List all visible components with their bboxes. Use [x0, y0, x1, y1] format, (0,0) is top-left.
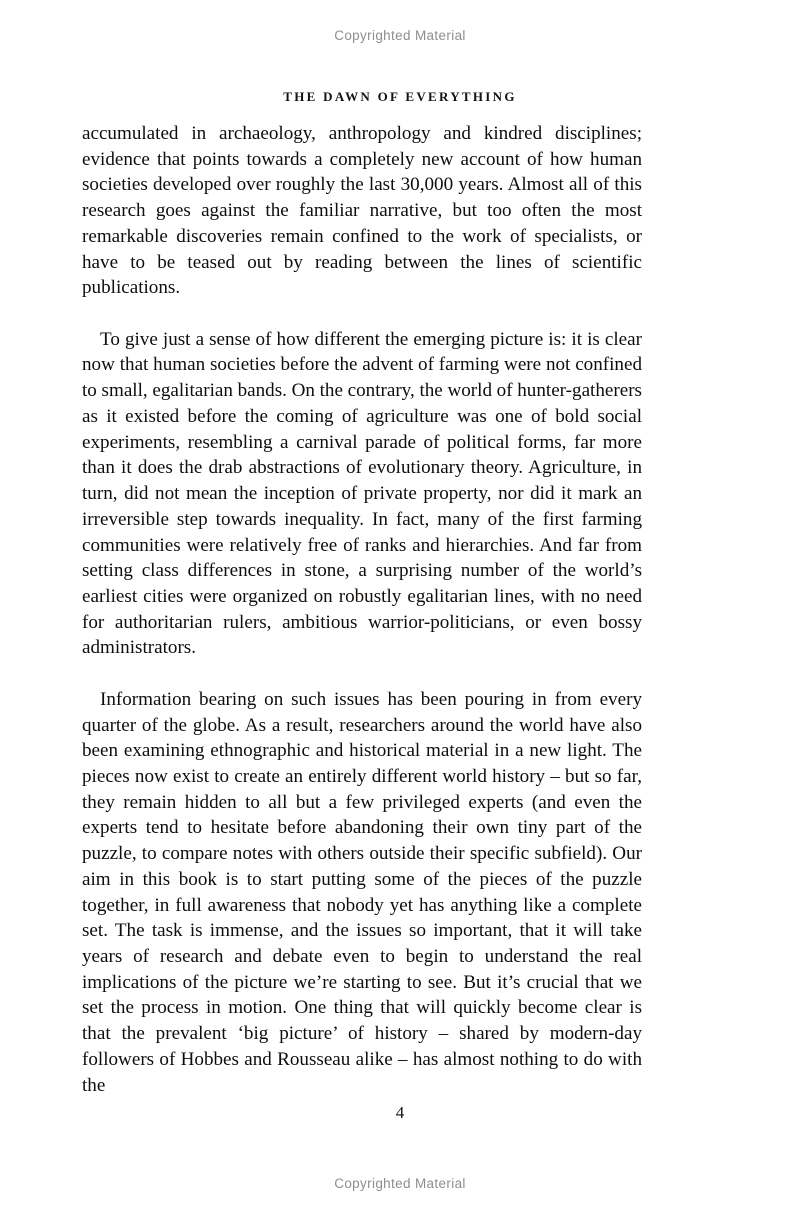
paragraph: To give just a sense of how different the emerging picture is: it is clear now that human societies before the advent of farming were not confined to small, egalitarian bands. On the contrary, the world of hunter-gatherers as it existed before the coming of agriculture was one of bold social experiments, resembling a carnival parade of political forms, far more than it does the drab abstractions of evolutionary theory. Agriculture, in turn, did not mean the inception of private property, nor did it mark an irreversible step towards inequality. In fact, many of the first farming communities were relatively free of ranks and hierarchies. And far from setting class differences in stone, a surprising number of the world’s earliest cities were organized on robustly egalitarian lines, with no need for authoritarian rulers, ambitious warrior-politicians, or even bossy administrators. [82, 328, 642, 659]
copyright-watermark-bottom: Copyrighted Material [334, 1176, 466, 1191]
page-number: 4 [395, 1103, 405, 1122]
running-head: THE DAWN OF EVERYTHING [283, 89, 517, 104]
paragraph: accumulated in archaeology, anthropology and kindred disciplines; evidence that points towards a completely new account of how human societies developed over roughly the last 30,000 years. Almost all of this research goes against the familiar narrative, but too often the most remarkable discoveries remain confined to the work of specialists, or have to be teased out by reading between the lines of scientific publications. [82, 123, 642, 299]
paragraph: Information bearing on such issues has been pouring in from every quarter of the globe. As a result, researchers around the world have also been examining ethnographic and historical material in a new light. The pieces now exist to create an entirely different world history – but so far, they remain hidden to all but a few privileged experts (and even the experts tend to hesitate before abandoning their own tiny part of the puzzle, to compare notes with others outside their specific subfield). Our aim in this book is to start putting some of the pieces of the puzzle together, in full awareness that nobody yet has anything like a complete set. The task is immense, and the issues so important, that it will take years of research and debate even to begin to understand the real implications of the picture we’re starting to see. But it’s crucial that we set the process in motion. One thing that will quickly become clear is that the prevalent ‘big picture’ of history – shared by modern-day followers of Hobbes and Rousseau alike – has almost nothing to do with the [82, 688, 642, 1096]
body-text-block [82, 121, 642, 1098]
copyright-watermark-top: Copyrighted Material [334, 28, 466, 43]
